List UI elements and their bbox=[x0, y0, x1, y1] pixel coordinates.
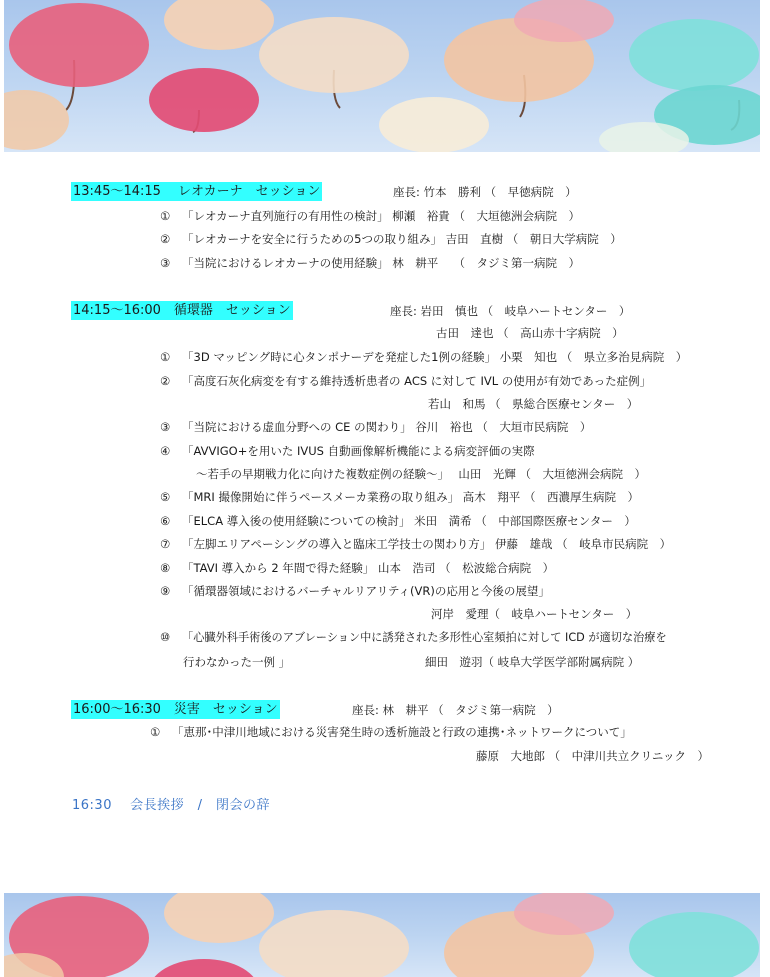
presentation-title: 「高度石灰化病変を有する維持透析患者の ACS に対して IVL の使用が有効であった症例」 bbox=[182, 374, 652, 388]
umbrella-photo bbox=[4, 893, 760, 977]
item-number: ① bbox=[150, 725, 161, 739]
item-number: ③ bbox=[160, 256, 171, 270]
presentation-title: 「AVVIGO+を用いた IVUS 自動画像解析機能による病変評価の実際 bbox=[182, 444, 535, 458]
closing-remarks: 16:30 会長挨拶 / 閉会の辞 bbox=[72, 798, 270, 813]
presenter-line: 藤原 大地郎 （ 中津川共立クリニック ） bbox=[476, 749, 709, 763]
list-item bbox=[160, 349, 687, 365]
item-number: ⑩ bbox=[160, 631, 171, 644]
presentation-title: 「MRI 撮像開始に伴うペースメーカ業務の取り組み」 高木 翔平 （ 西濃厚生病院 ） bbox=[182, 490, 639, 504]
presentation-title: 「レオカーナ直列施行の有用性の検討」 柳瀬 裕貴 （ 大垣徳洲会病院 ） bbox=[182, 209, 580, 223]
list-item bbox=[160, 255, 580, 271]
list-item bbox=[160, 373, 651, 389]
list-item bbox=[160, 419, 591, 435]
presenter-line: 若山 和馬 （ 県総合医療センター ） bbox=[428, 397, 639, 411]
presentation-title-cont: 行わなかった一例 」 bbox=[183, 655, 291, 669]
list-item bbox=[160, 583, 550, 599]
presentation-title: 「循環器領域におけるバーチャルリアリティ(VR)の応用と今後の展望」 bbox=[182, 584, 550, 598]
presentation-title: 「左脚エリアペーシングの導入と臨床工学技士の関わり方」 伊藤 雄哉 （ 岐阜市民病院 ） bbox=[182, 537, 672, 551]
list-item bbox=[160, 443, 535, 459]
presenter-line: 〜若手の早期戦力化に向けた複数症例の経験〜」 山田 光輝 （ 大垣徳洲会病院 ） bbox=[196, 467, 647, 481]
item-number: ② bbox=[160, 232, 171, 246]
session-2-heading: 14:15〜16:00 循環器 セッション bbox=[73, 303, 291, 318]
presentation-title: 「恵那･中津川地域における災害発生時の透析施設と行政の連携･ネットワークについて」 bbox=[172, 725, 632, 739]
list-item bbox=[150, 724, 632, 740]
item-number: ① bbox=[160, 209, 171, 223]
presentation-title: 「レオカーナを安全に行うための5つの取り組み」 吉田 直樹 （ 朝日大学病院 ） bbox=[182, 232, 622, 246]
session-2-chair-2: 古田 達也 （ 高山赤十字病院 ） bbox=[436, 326, 624, 340]
session-3-chair: 座長: 林 耕平 （ タジミ第一病院 ） bbox=[352, 703, 559, 717]
presentation-title: 「ELCA 導入後の使用経験についての検討」 米田 満希 （ 中部国際医療センター ） bbox=[182, 514, 636, 528]
item-number: ⑦ bbox=[160, 537, 171, 551]
session-3-heading: 16:00〜16:30 災害 セッション bbox=[73, 702, 278, 717]
list-item bbox=[160, 513, 636, 529]
item-number: ⑥ bbox=[160, 514, 171, 528]
list-item bbox=[160, 560, 554, 576]
presentation-title: 「当院における虚血分野への CE の関わり」 谷川 裕也 （ 大垣市民病院 ） bbox=[182, 420, 592, 434]
session-1-heading: 13:45〜14:15 レオカーナ セッション bbox=[73, 184, 321, 199]
presentation-title: 「TAVI 導入から 2 年間で得た経験」 山本 浩司 （ 松波総合病院 ） bbox=[182, 561, 555, 575]
session-2-chair: 座長: 岩田 慎也 （ 岐阜ハートセンター ） bbox=[390, 304, 631, 318]
list-item bbox=[160, 208, 580, 224]
list-item bbox=[160, 231, 622, 247]
umbrella-photo bbox=[4, 0, 760, 152]
session-1-chair: 座長: 竹本 勝利 （ 早徳病院 ） bbox=[393, 185, 577, 199]
item-number: ⑨ bbox=[160, 584, 171, 598]
presenter-line: 細田 遊羽（ 岐阜大学医学部附属病院 ） bbox=[425, 655, 640, 669]
presentation-title: 「心臓外科手術後のアブレーション中に誘発された多形性心室頻拍に対して ICD が適切な治療を bbox=[182, 631, 667, 644]
item-number: ④ bbox=[160, 444, 171, 458]
item-number: ③ bbox=[160, 420, 171, 434]
item-number: ⑤ bbox=[160, 490, 171, 504]
list-item bbox=[160, 536, 671, 552]
item-number: ① bbox=[160, 350, 171, 364]
list-item bbox=[160, 630, 667, 646]
item-number: ② bbox=[160, 374, 171, 388]
presentation-title: 「3D マッピング時に心タンポナーデを発症した1例の経験」 小栗 知也 （ 県立多治見病院 ） bbox=[182, 350, 688, 364]
item-number: ⑧ bbox=[160, 561, 171, 575]
list-item bbox=[160, 489, 639, 505]
presenter-line: 河岸 愛理（ 岐阜ハートセンター ） bbox=[431, 607, 638, 621]
umbrella-banner-top bbox=[4, 0, 760, 152]
presentation-title: 「当院におけるレオカーナの使用経験」 林 耕平 （ タジミ第一病院 ） bbox=[182, 256, 580, 270]
umbrella-banner-bottom bbox=[4, 893, 760, 977]
